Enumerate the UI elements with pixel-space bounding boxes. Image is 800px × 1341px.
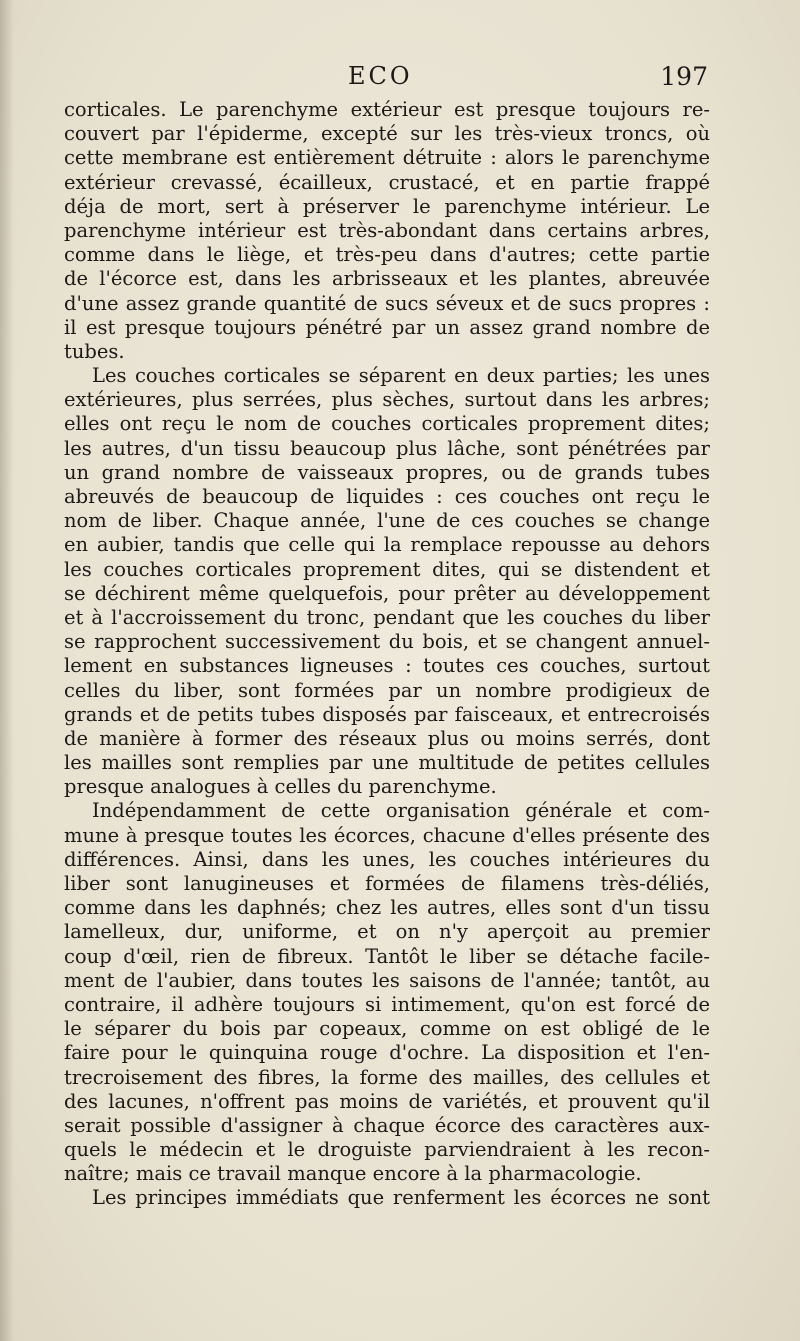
text-line: corticales. Le parenchyme extérieur est presque toujours re- [64,98,710,121]
text-line: serait possible d'assigner à chaque écorce des caractères aux- [64,1113,710,1137]
text-line: de l'écorce est, dans les arbrisseaux et les plantes, abreuvée [64,267,710,291]
text-line: nom de liber. Chaque année, l'une de ces couches se change [64,509,710,533]
text-line: extérieur crevassé, écailleux, crustacé, et en partie frappé [64,170,710,194]
text-line: extérieures, plus serrées, plus sèches, surtout dans les arbres; [64,388,710,412]
text-line: Indépendamment de cette organisation générale et com- [92,799,710,823]
text-line: presque analogues à celles du parenchyme. [64,775,497,799]
text-line: celles du liber, sont formées par un nombre prodigieux de [64,678,710,702]
text-line: grands et de petits tubes disposés par faisceaux, et entrecroisés [64,702,710,726]
text-line: il est presque toujours pénétré par un assez grand nombre de [64,315,710,339]
text-line: abreuvés de beaucoup de liquides : ces couches ont reçu le [64,485,710,508]
text-line: déja de mort, sert à préserver le parenchyme intérieur. Le [64,194,710,218]
paragraph [64,98,710,364]
paragraph [64,799,710,1186]
text-line: différences. Ainsi, dans les unes, les couches intérieures du [64,847,710,871]
text-line: en aubier, tandis que celle qui la remplace repousse au dehors [64,533,710,557]
text-line: lement en substances ligneuses : toutes ces couches, surtout [64,654,710,678]
text-line: comme dans le liège, et très-peu dans d'autres; cette partie [64,243,710,267]
text-line: coup d'œil, rien de fibreux. Tantôt le liber se détache facile- [64,944,710,968]
text-line: et à l'accroissement du tronc, pendant que les couches du liber [64,605,710,629]
text-line: cette membrane est entièrement détruite : alors le parenchyme [64,146,710,170]
text-line: des lacunes, n'offrent pas moins de variétés, et prouvent qu'il [64,1089,710,1113]
text-line: liber sont lanugineuses et formées de filamens très-déliés, [64,872,710,895]
text-line: de manière à former des réseaux plus ou moins serrés, dont [64,726,710,750]
text-line: contraire, il adhère toujours si intimement, qu'on est forcé de [64,992,710,1016]
text-line: mune à presque toutes les écorces, chacune d'elles présente des [64,823,710,847]
text-line: Les couches corticales se séparent en deux parties; les unes [92,364,710,388]
text-line: les autres, d'un tissu beaucoup plus lâche, sont pénétrées par [64,436,710,460]
text-line: quels le médecin et le droguiste parviendraient à les recon- [64,1138,710,1162]
text-line: Les principes immédiats que renferment les écorces ne sont [92,1186,710,1210]
text-line: le séparer du bois par copeaux, comme on est obligé de le [64,1017,710,1041]
text-line: trecroisement des fibres, la forme des mailles, des cellules et [64,1065,710,1089]
paragraph [64,364,710,799]
text-line: se rapprochent successivement du bois, et se changent annuel- [64,630,710,654]
running-head: ECO [348,62,413,90]
text-line: faire pour le quinquina rouge d'ochre. La disposition et l'en- [64,1041,710,1065]
text-line: lamelleux, dur, uniforme, et on n'y aperçoit au premier [64,920,710,944]
text-line: les couches corticales proprement dites, qui se distendent et [64,557,710,581]
text-line: parenchyme intérieur est très-abondant dans certains arbres, [64,218,710,242]
text-line: naître; mais ce travail manque encore à la pharmacologie. [64,1162,642,1186]
text-line: ment de l'aubier, dans toutes les saisons de l'année; tantôt, au [64,968,710,992]
body-text [64,98,710,1211]
page-header [0,62,800,102]
text-line: comme dans les daphnés; chez les autres, elles sont d'un tissu [64,896,710,920]
text-line: se déchirent même quelquefois, pour prêter au développement [64,581,710,605]
text-line: un grand nombre de vaisseaux propres, ou de grands tubes [64,460,710,484]
paragraph [64,1186,710,1210]
text-line: d'une assez grande quantité de sucs séveux et de sucs propres : [64,291,710,315]
spine-shadow [0,0,14,1341]
text-line: les mailles sont remplies par une multitude de petites cellules [64,751,710,775]
text-line: couvert par l'épiderme, excepté sur les très-vieux troncs, où [64,122,710,146]
page-number: 197 [660,62,708,91]
text-line: tubes. [64,339,125,363]
text-line: elles ont reçu le nom de couches corticales proprement dites; [64,412,710,436]
